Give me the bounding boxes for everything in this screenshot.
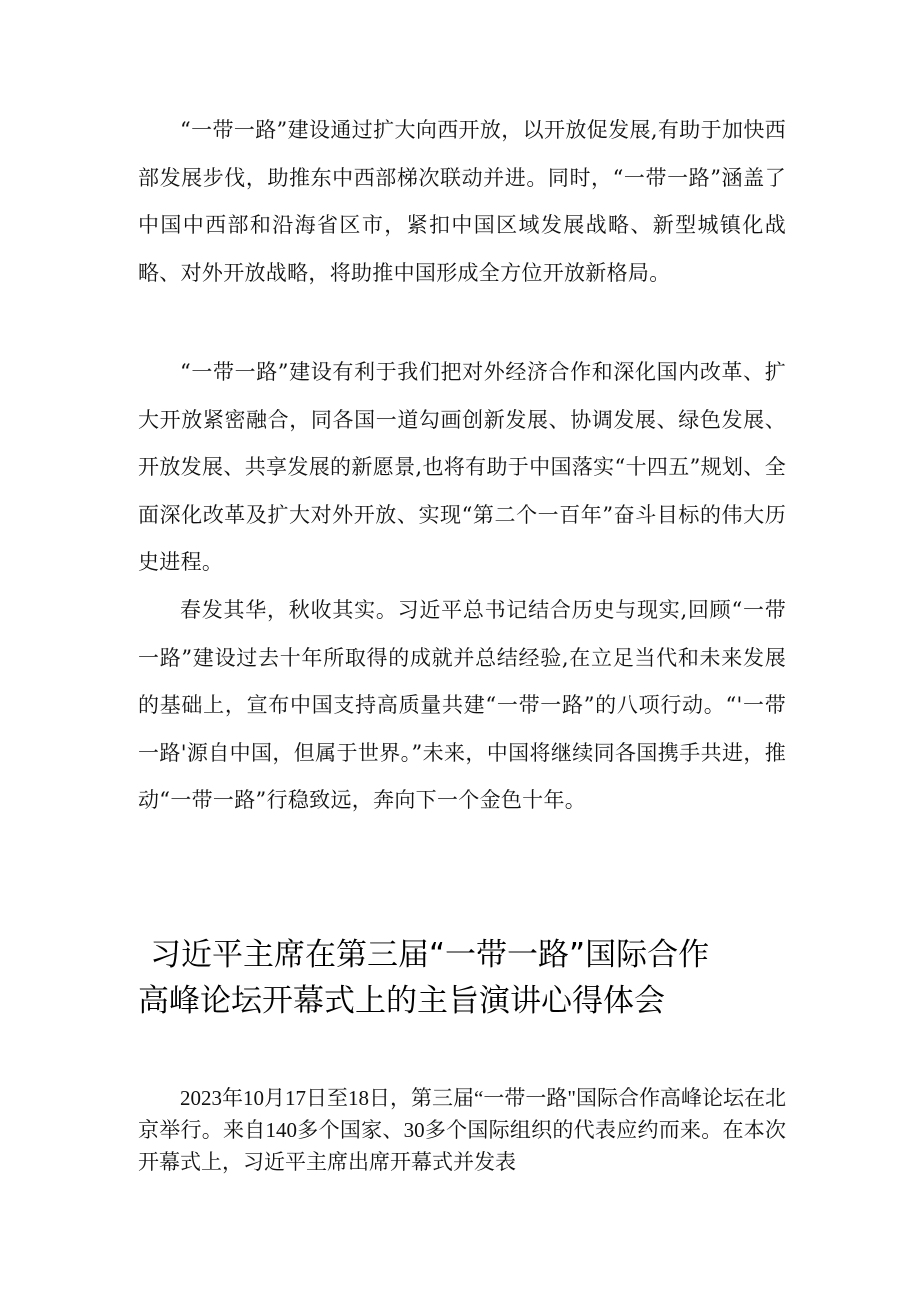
body-paragraph-2: “一带一路”建设有利于我们把对外经济合作和深化国内改革、扩大开放紧密融合，同各国一道勾画创新发展、协调发展、绿色发展、开放发展、共享发展的新愿景,也将有助于中国落实“十四五”规划、全面深化改革及扩大对外开放、实现“第二个一百年”奋斗目标的伟大历史进程。 — [138, 360, 786, 574]
article-title-line-1: 习近平主席在第三届“一带一路”国际合作 — [150, 937, 710, 973]
article-title — [138, 932, 798, 1024]
body-paragraph-1: “一带一路”建设通过扩大向西开放，以开放促发展,有助于加快西部发展步伐，助推东中西部梯次联动并进。同时，“一带一路”涵盖了中国中西部和沿海省区市，紧扣中国区域发展战略、新型城镇化战略、对外开放战略，将助推中国形成全方位开放新格局。 — [138, 118, 786, 285]
article-title-line-2: 高峰论坛开幕式上的主旨演讲心得体会 — [138, 983, 665, 1019]
article-intro-paragraph: 2023年10月17日至18日，第三届“一带一路"国际合作高峰论坛在北京举行。来自140多个国家、30多个国际组织的代表应约而来。在本次开幕式上，习近平主席出席开幕式并发表 — [138, 1086, 786, 1174]
body-paragraph-3: 春发其华，秋收其实。习近平总书记结合历史与现实,回顾“一带一路”建设过去十年所取得的成就并总结经验,在立足当代和未来发展的基础上，宣布中国支持高质量共建“一带一路”的八项行动。“'一带一路'源自中国，但属于世界。”未来，中国将继续同各国携手共进，推动“一带一路”行稳致远，奔向下一个金色十年。 — [138, 598, 786, 812]
